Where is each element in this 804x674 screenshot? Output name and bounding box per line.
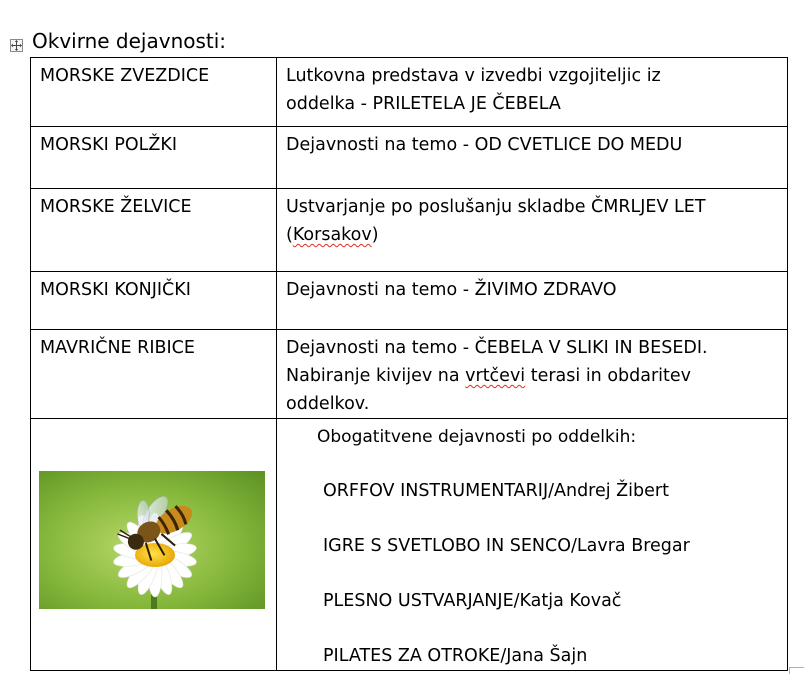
group-name-cell — [31, 330, 277, 419]
spellcheck-word[interactable]: vrtčevi — [465, 366, 526, 386]
table-row — [31, 127, 788, 189]
document-heading: Okvirne dejavnosti: — [32, 29, 227, 53]
activity-line: Dejavnosti na temo - ČEBELA V SLIKI IN BESEDI. — [286, 338, 708, 358]
group-name: MORSKE ZVEZDICE — [40, 66, 210, 86]
activity-line: Ustvarjanje po poslušanju skladbe ČMRLJEV LET — [286, 197, 706, 217]
bee-on-daisy-photo — [39, 471, 265, 609]
group-name-cell — [31, 58, 277, 127]
activity-text: terasi in obdaritev — [525, 366, 692, 386]
enrichment-item: PLESNO USTVARJANJE/Katja Kovač — [323, 591, 622, 611]
table-row — [31, 330, 788, 419]
activities-table — [30, 57, 788, 671]
table-move-handle-icon[interactable] — [10, 39, 23, 52]
paren-close: ) — [371, 225, 379, 245]
enrichment-item: ORFFOV INSTRUMENTARIJ/Andrej Žibert — [323, 481, 669, 501]
table-row — [31, 272, 788, 330]
group-name: MAVRIČNE RIBICE — [40, 338, 195, 358]
enrichment-list — [277, 419, 787, 670]
table-row — [31, 189, 788, 272]
group-name-cell — [31, 272, 277, 330]
activity-line — [286, 362, 779, 390]
activity-line: oddelkov. — [286, 394, 370, 414]
group-name: MORSKI KONJIČKI — [40, 280, 191, 300]
activity-cell — [277, 127, 788, 189]
activity-cell — [277, 58, 788, 127]
enrichment-item: PILATES ZA OTROKE/Jana Šajn — [323, 646, 588, 666]
activity-cell — [277, 330, 788, 419]
activity-line: oddelka - PRILETELA JE ČEBELA — [286, 94, 561, 114]
activity-cell — [277, 272, 788, 330]
enrichment-item: IGRE S SVETLOBO IN SENCO/Lavra Bregar — [323, 536, 690, 556]
enrichment-intro: Obogatitvene dejavnosti po oddelkih: — [317, 427, 637, 447]
activity-text: Nabiranje kivijev na — [286, 366, 466, 386]
group-name-cell — [31, 189, 277, 272]
group-name: MORSKI POLŽKI — [40, 135, 178, 155]
table-row — [31, 58, 788, 127]
enrichment-cell — [277, 419, 788, 671]
group-name-cell — [31, 127, 277, 189]
paren-open: ( — [286, 225, 293, 245]
activity-cell — [277, 189, 788, 272]
activity-line: Dejavnosti na temo - ŽIVIMO ZDRAVO — [286, 280, 617, 300]
spellcheck-word[interactable]: Korsakov — [292, 225, 372, 245]
table-row — [31, 419, 788, 671]
activity-line: Dejavnosti na temo - OD CVETLICE DO MEDU — [286, 135, 683, 155]
activity-line — [286, 221, 779, 249]
photo-cell — [31, 419, 277, 671]
activity-line: Lutkovna predstava v izvedbi vzgojiteljic iz — [286, 66, 661, 86]
group-name: MORSKE ŽELVICE — [40, 197, 192, 217]
